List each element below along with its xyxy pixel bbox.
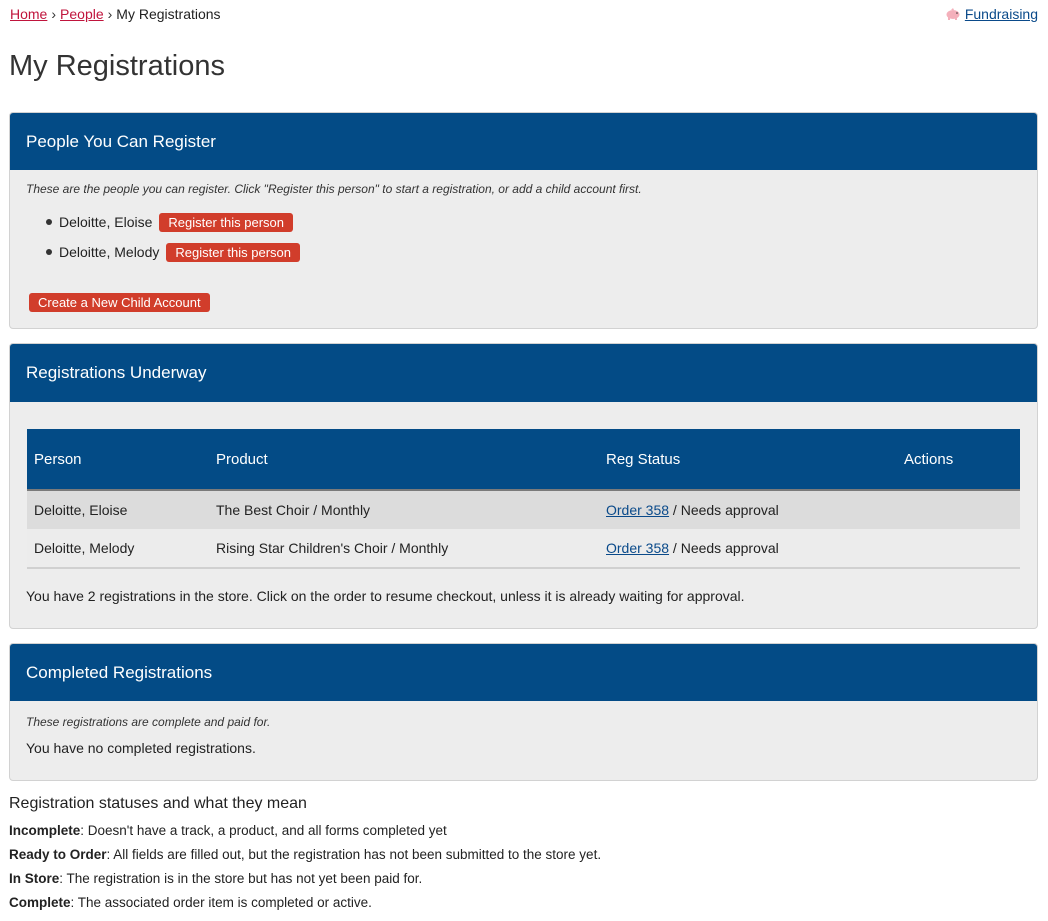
panel-body: [10, 701, 1037, 780]
cell-reg-status: [599, 529, 897, 568]
legend-term: Complete: [9, 895, 71, 910]
panel-body: [10, 170, 1037, 328]
order-link[interactable]: Order 358: [606, 540, 670, 556]
cell-actions: [897, 490, 1020, 529]
status-legend-list: [9, 822, 601, 918]
legend-description: : Doesn't have a track, a product, and all forms completed yet: [80, 823, 447, 838]
legend-description: : All fields are filled out, but the registration has not been submitted to the store yet.: [106, 847, 602, 862]
legend-description: : The associated order item is completed or active.: [70, 895, 372, 910]
column-header-actions: Actions: [897, 429, 1020, 490]
panel-note: These are the people you can register. Click "Register this person" to start a registration, or add a child account first.: [26, 182, 642, 196]
cell-actions: [897, 529, 1020, 568]
list-item: [26, 207, 300, 237]
legend-term: In Store: [9, 871, 60, 886]
fundraising-link[interactable]: Fundraising: [964, 6, 1038, 22]
breadcrumb-people-link[interactable]: People: [60, 6, 104, 22]
legend-term: Ready to Order: [9, 847, 107, 862]
panel-title: People You Can Register: [10, 113, 1037, 170]
table-row: [27, 529, 1020, 568]
legend-item: [9, 894, 601, 918]
panel-title: Registrations Underway: [10, 344, 1037, 402]
cell-product: Rising Star Children's Choir / Monthly: [209, 529, 599, 568]
bullet: [46, 219, 52, 225]
breadcrumb-separator: ›: [51, 6, 57, 22]
person-name: Deloitte, Melody: [59, 244, 160, 260]
top-bar: [10, 6, 1038, 24]
table-header-row: [27, 429, 1020, 490]
underway-footer-text: You have 2 registrations in the store. Click on the order to resume checkout, unless it is already waiting for approval.: [26, 588, 745, 604]
register-person-button[interactable]: Register this person: [166, 243, 300, 262]
fundraising-link-wrapper: [945, 6, 1038, 22]
person-name: Deloitte, Eloise: [59, 214, 153, 230]
breadcrumb-separator: ›: [107, 6, 113, 22]
page-title: My Registrations: [9, 50, 225, 82]
breadcrumb-current: My Registrations: [116, 6, 221, 22]
order-link[interactable]: Order 358: [606, 502, 670, 518]
register-person-button[interactable]: Register this person: [159, 213, 293, 232]
legend-term: Incomplete: [9, 823, 81, 838]
panel-body: [10, 402, 1037, 628]
breadcrumb: [10, 6, 221, 22]
cell-product: The Best Choir / Monthly: [209, 490, 599, 529]
people-list: [26, 207, 300, 267]
column-header-reg-status: Reg Status: [599, 429, 897, 490]
list-item: [26, 237, 300, 267]
empty-state-text: You have no completed registrations.: [26, 740, 256, 756]
column-header-person: Person: [27, 429, 209, 490]
people-you-can-register-panel: [9, 112, 1038, 329]
legend-item: [9, 870, 601, 894]
create-child-account-button[interactable]: Create a New Child Account: [29, 293, 210, 312]
table-row: [27, 490, 1020, 529]
cell-reg-status: [599, 490, 897, 529]
panel-note: These registrations are complete and paid for.: [26, 715, 271, 729]
completed-registrations-panel: [9, 643, 1038, 781]
legend-description: : The registration is in the store but has not yet been paid for.: [59, 871, 423, 886]
legend-item: [9, 822, 601, 846]
status-text: / Needs approval: [669, 540, 779, 556]
registrations-table: [27, 429, 1020, 569]
status-legend-title: Registration statuses and what they mean: [9, 795, 307, 812]
cell-person: Deloitte, Eloise: [27, 490, 209, 529]
column-header-product: Product: [209, 429, 599, 490]
status-text: / Needs approval: [669, 502, 779, 518]
cell-person: Deloitte, Melody: [27, 529, 209, 568]
panel-title: Completed Registrations: [10, 644, 1037, 701]
registrations-underway-panel: [9, 343, 1038, 629]
legend-item: [9, 846, 601, 870]
bullet: [46, 249, 52, 255]
piggy-bank-icon: [945, 8, 961, 20]
breadcrumb-home-link[interactable]: Home: [10, 6, 48, 22]
